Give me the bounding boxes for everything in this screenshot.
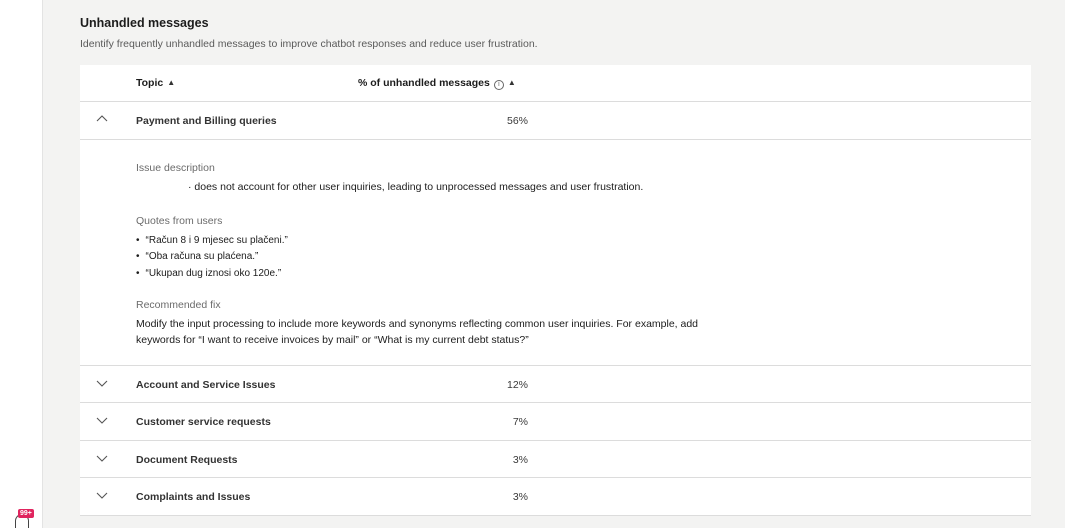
list-item: • “Račun 8 i 9 mjesec su plačeni.”: [136, 233, 288, 250]
unhandled-messages-table: [80, 65, 1031, 516]
table-row[interactable]: [80, 478, 1031, 516]
row-topic: Payment and Billing queries: [136, 115, 277, 127]
chevron-down-icon[interactable]: [96, 452, 108, 464]
row-percent: 12%: [506, 378, 528, 391]
chevron-down-icon[interactable]: [96, 414, 108, 426]
row-percent: 3%: [512, 491, 528, 503]
table-row[interactable]: [80, 441, 1031, 479]
topic-header-label: Topic: [136, 77, 164, 89]
sort-icon: ▲︎: [507, 78, 516, 87]
issue-description-label: Issue description: [136, 161, 215, 174]
row-percent: 7%: [512, 416, 528, 428]
percent-column-header[interactable]: [358, 77, 516, 90]
row-topic: Account and Service Issues: [136, 378, 276, 391]
section-subtitle: Identify frequently unhandled messages to improve chatbot responses and reduce user frustration.: [80, 38, 538, 50]
sort-icon: ▲︎: [167, 78, 176, 87]
quotes-label: Quotes from users: [136, 214, 223, 227]
row-topic: Document Requests: [136, 453, 238, 466]
row-topic: Complaints and Issues: [136, 491, 251, 503]
table-row-expanded[interactable]: [80, 102, 1031, 140]
left-sidebar: [0, 0, 43, 528]
chevron-down-icon[interactable]: [96, 489, 108, 501]
table-row[interactable]: [80, 403, 1031, 441]
recommended-fix-label: Recommended fix: [136, 298, 221, 311]
topic-column-header[interactable]: [136, 77, 175, 89]
issue-description-text: · does not account for other user inquiries, leading to unprocessed messages and user frustration.: [188, 180, 644, 193]
table-row[interactable]: [80, 366, 1031, 404]
chevron-up-icon[interactable]: [96, 113, 108, 125]
quotes-list: [136, 233, 288, 283]
percent-header-label: % of unhandled messages: [358, 77, 490, 89]
notification-badge: 99+: [20, 510, 32, 517]
list-item: • “Oba računa su plaćena.”: [136, 249, 288, 266]
row-topic: Customer service requests: [136, 416, 271, 428]
recommended-fix-line-2: keywords for “I want to receive invoices by mail” or “What is my current debt status?”: [136, 333, 529, 346]
section-title: Unhandled messages: [80, 16, 209, 30]
notifications-button[interactable]: [14, 508, 34, 528]
row-percent: 3%: [512, 453, 528, 466]
row-details: [80, 140, 1031, 366]
info-icon[interactable]: i: [494, 80, 504, 90]
list-item: • “Ukupan dug iznosi oko 120e.”: [136, 266, 288, 283]
recommended-fix-line-1: Modify the input processing to include more keywords and synonyms reflecting common user inquiries. For example, add: [136, 317, 699, 330]
chevron-down-icon[interactable]: [96, 377, 108, 389]
table-header: [80, 65, 1031, 102]
row-percent: 56%: [506, 115, 528, 127]
